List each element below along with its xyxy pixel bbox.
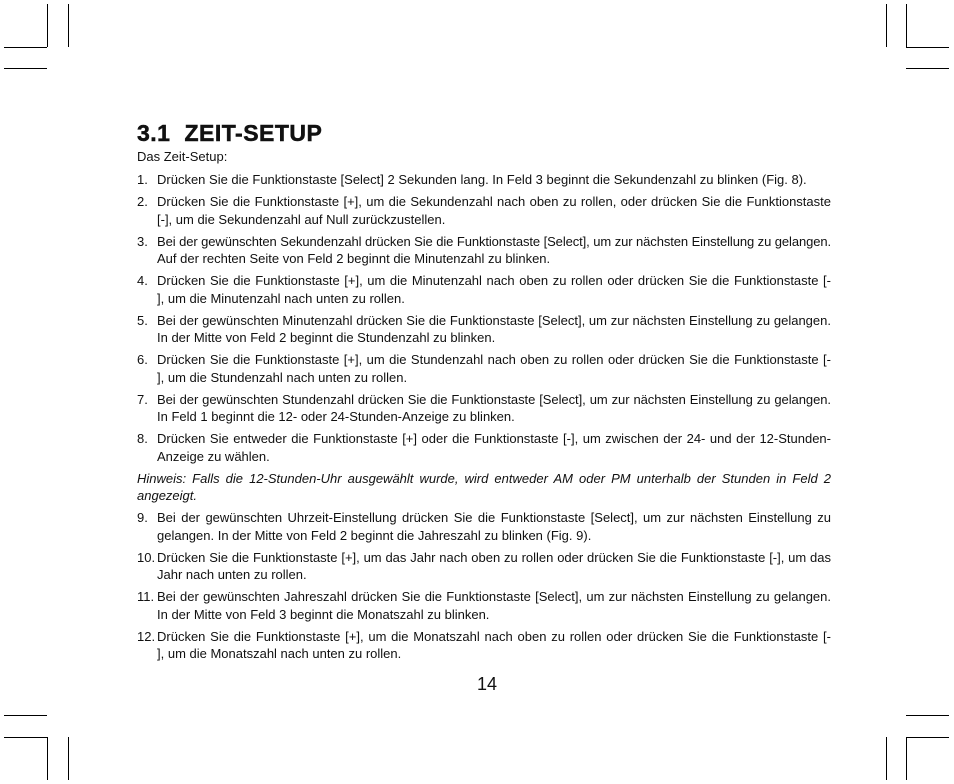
step-text (157, 391, 831, 426)
crop-mark (68, 4, 69, 47)
step-text (157, 430, 831, 465)
intro-text: Das Zeit-Setup: (137, 149, 228, 164)
crop-mark (906, 4, 907, 47)
step-6 (137, 351, 831, 386)
step-line: Jahr nach unten zu rollen. (157, 567, 307, 582)
step-9 (137, 509, 831, 544)
crop-mark (906, 737, 907, 780)
crop-mark (886, 737, 887, 780)
step-text (157, 549, 831, 584)
step-text (157, 272, 831, 307)
step-1 (137, 171, 831, 189)
note-line: angezeigt. (137, 488, 197, 503)
step-text (157, 171, 831, 189)
step-line: Drücken Sie die Funktionstaste [Select] 2 Sekunden lang. In Feld 3 beginnt die Sekundenzahl zu blinken (Fig. 8). (157, 172, 807, 187)
step-line: Anzeige zu wählen. (157, 448, 270, 464)
step-line: Drücken Sie die Funktionstaste [+], um das Jahr nach oben zu rollen oder drücken Sie die Funktionstaste [-], um das (157, 549, 831, 565)
step-line: Bei der gewünschten Minutenzahl drücken Sie die Funktionstaste [Select], um zur nächsten Einstellung zu gelangen. (157, 312, 831, 328)
step-line: In der Mitte von Feld 3 beginnt die Monatszahl zu blinken. (157, 606, 490, 622)
step-line: Drücken Sie die Funktionstaste [+], um die Stundenzahl nach oben zu rollen oder drücken Sie die Funktionstaste [- (157, 352, 831, 367)
step-line: Drücken Sie entweder die Funktionstaste [+] oder die Funktionstaste [-], um zwischen der 24- und der 12-Stunden- (157, 431, 831, 446)
step-number: 7. (137, 391, 148, 407)
step-line: Bei der gewünschten Stundenzahl drücken Sie die Funktionstaste [Select], um zur nächsten Einstellung zu gelangen. (157, 391, 831, 407)
note-line: Hinweis: Falls die 12-Stunden-Uhr ausgewählt wurde, wird entweder AM oder PM unterhalb der Stunden in Feld 2 (137, 470, 831, 486)
step-4 (137, 272, 831, 307)
crop-mark (47, 737, 48, 780)
step-number: 11. (137, 589, 155, 604)
step-number: 9. (137, 510, 148, 525)
crop-mark (4, 737, 47, 738)
step-text (157, 351, 831, 386)
crop-mark (906, 715, 949, 716)
step-10 (137, 549, 831, 584)
step-number: 3. (137, 233, 148, 249)
section-body (137, 148, 831, 667)
crop-mark (906, 68, 949, 69)
step-text (157, 312, 831, 347)
step-number: 2. (137, 194, 148, 209)
step-number: 8. (137, 431, 148, 446)
crop-mark (4, 715, 47, 716)
step-line: ], um die Stundenzahl nach unten zu rollen. (157, 369, 408, 385)
section-number: 3.1 (137, 120, 171, 146)
section-title: ZEIT-SETUP (184, 120, 323, 146)
step-5 (137, 312, 831, 347)
step-line: Auf der rechten Seite von Feld 2 beginnt die Minutenzahl zu blinken. (157, 251, 551, 266)
crop-mark (4, 68, 47, 69)
step-line: Drücken Sie die Funktionstaste [+], um die Monatszahl nach oben zu rollen oder drücken Sie die Funktionstaste [- (157, 628, 831, 644)
step-line: gelangen. In der Mitte von Feld 2 beginnt die Jahreszahl zu blinken (Fig. 9). (157, 527, 592, 543)
step-number: 12. (137, 628, 156, 644)
step-line: [-], um die Sekundenzahl auf Null zurückzustellen. (157, 211, 446, 227)
crop-mark (68, 737, 69, 780)
step-line: In der Mitte von Feld 2 beginnt die Stundenzahl zu blinken. (157, 330, 496, 345)
step-text (157, 193, 831, 228)
step-line: Bei der gewünschten Sekundenzahl drücken Sie die Funktionstaste [Select], um zur nächsten Einstellung zu gelangen. (157, 233, 831, 249)
step-12 (137, 628, 831, 663)
step-line: Bei der gewünschten Jahreszahl drücken Sie die Funktionstaste [Select], um zur nächsten Einstellung zu gelangen. (157, 589, 831, 604)
step-text (157, 628, 831, 663)
step-line: ], um die Minutenzahl nach unten zu rollen. (157, 290, 405, 306)
step-line: Bei der gewünschten Uhrzeit-Einstellung drücken Sie die Funktionstaste [Select], um zur nächsten Einstellung zu (157, 510, 831, 525)
step-8 (137, 430, 831, 465)
step-line: Drücken Sie die Funktionstaste [+], um die Sekundenzahl nach oben zu rollen, oder drücken Sie die Funktionstaste (157, 194, 831, 209)
crop-mark (47, 4, 48, 47)
step-line: In Feld 1 beginnt die 12- oder 24-Stunden-Anzeige zu blinken. (157, 409, 515, 424)
note-hinweis (137, 470, 831, 505)
step-text (157, 509, 831, 544)
section-heading (137, 120, 322, 146)
step-3 (137, 233, 831, 268)
crop-mark (886, 4, 887, 47)
step-text (157, 233, 831, 268)
crop-mark (906, 737, 949, 738)
step-number: 1. (137, 172, 148, 187)
step-number: 5. (137, 312, 148, 328)
step-number: 6. (137, 352, 148, 367)
page-number: 14 (476, 674, 498, 694)
crop-mark (906, 47, 949, 48)
step-2 (137, 193, 831, 228)
step-7 (137, 391, 831, 426)
step-number: 10. (137, 549, 156, 565)
step-number: 4. (137, 273, 148, 288)
step-line: Drücken Sie die Funktionstaste [+], um die Minutenzahl nach oben zu rollen oder drücken Sie die Funktionstaste [- (157, 273, 831, 288)
step-text (157, 588, 831, 623)
step-11 (137, 588, 831, 623)
step-line: ], um die Monatszahl nach unten zu rollen. (157, 646, 402, 661)
crop-mark (4, 47, 47, 48)
